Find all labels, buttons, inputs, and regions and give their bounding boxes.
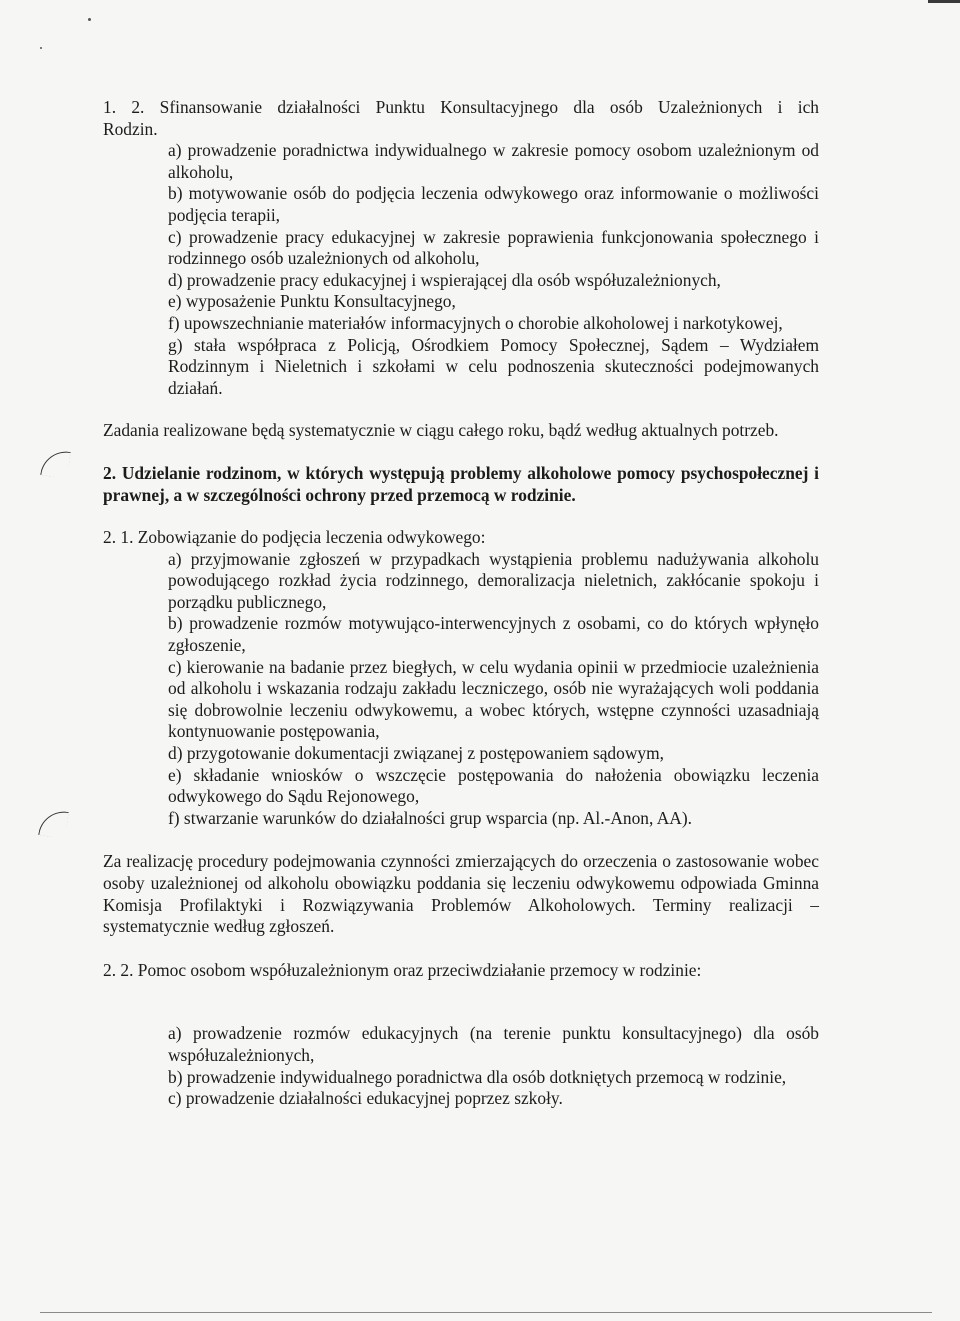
document-page: [103, 97, 819, 1110]
scan-speck: [88, 18, 91, 21]
scan-bottom-edge: [40, 1312, 932, 1313]
list-item: c) prowadzenie pracy edukacyjnej w zakresie poprawienia funkcjonowania społecznego i rodzinnego osób uzależnionych od alkoholu,: [168, 226, 819, 269]
list-item: b) motywowanie osób do podjęcia leczenia odwykowego oraz informowanie o możliwości podjęcia terapii,: [168, 183, 819, 225]
punch-hole-mark: [38, 808, 68, 838]
list-item: g) stała współpraca z Policją, Ośrodkiem Pomocy Społecznej, Sądem – Wydziałem Rodzinnym i Nieletnich i szkołami w celu podnoszenia skuteczności podejmowanych działań.: [168, 334, 819, 398]
tasks-note: Zadania realizowane będą systematycznie w ciągu całego roku, bądź według aktualnych potrzeb.: [103, 420, 779, 441]
list-item: d) prowadzenie pracy edukacyjnej i wspierającej dla osób współuzależnionych,: [168, 269, 721, 290]
list-item: e) wyposażenie Punktu Konsultacyjnego,: [168, 291, 456, 312]
procedure-note: Za realizację procedury podejmowania czynności zmierzających do orzeczenia o zastosowanie wobec osoby uzależnionej od alkoholu obowiązku poddania się leczeniu odwykowemu odpowiada Gminna Komisja Profilaktyki i Rozwiązywania Problemów Alkoholowych. Terminy realizacji – systematycznie według zgłoszeń.: [103, 851, 819, 937]
list-item: d) przygotowanie dokumentacji związanej z postępowaniem sądowym,: [168, 743, 664, 764]
scan-edge-mark: [928, 0, 960, 3]
section-2-2-heading: 2. 2. Pomoc osobom współuzależnionym oraz przeciwdziałanie przemocy w rodzinie:: [103, 959, 702, 980]
list-item: a) prowadzenie poradnictwa indywidualnego w zakresie pomocy osobom uzależnionym od alkoholu,: [168, 140, 819, 182]
list-item: a) prowadzenie rozmów edukacyjnych (na terenie punktu konsultacyjnego) dla osób współuzależnionych,: [168, 1023, 819, 1065]
list-item: c) prowadzenie działalności edukacyjnej poprzez szkoły.: [168, 1088, 563, 1109]
list-item: b) prowadzenie indywidualnego poradnictwa dla osób dotkniętych przemocą w rodzinie,: [168, 1066, 787, 1087]
list-item: c) kierowanie na badanie przez biegłych, w celu wydania opinii w przedmiocie uzależnienia od alkoholu i wskazania rodzaju zakładu leczniczego, osób nie wyrażających woli poddania się dobrowolnie leczeniu odwykowemu, a wobec których, wstępne czynności uzasadniają kontynuowanie postępowania,: [168, 656, 819, 742]
list-item: f) stwarzanie warunków do działalności grup wsparcia (np. Al.-Anon, AA).: [168, 807, 692, 828]
list-item: e) składanie wniosków o wszczęcie postępowania do nałożenia obowiązku leczenia odwykowego do Sądu Rejonowego,: [168, 764, 819, 807]
section-2-1-heading: 2. 1. Zobowiązanie do podjęcia leczenia odwykowego:: [103, 527, 486, 548]
list-item: f) upowszechnianie materiałów informacyjnych o chorobie alkoholowej i narkotykowej,: [168, 312, 783, 333]
list-item: b) prowadzenie rozmów motywująco-interwencyjnych z osobami, co do których wpłynęło zgłoszenie,: [168, 613, 819, 656]
section-1-2-heading-continued: Rodzin.: [103, 118, 158, 139]
punch-hole-mark: [40, 448, 70, 478]
scan-speck: [40, 47, 42, 49]
list-item: a) przyjmowanie zgłoszeń w przypadkach wystąpienia problemu nadużywania alkoholu powodującego rozkład życia rodzinnego, demoralizacja nieletnich, zakłócanie spokoju i porządku publicznego,: [168, 548, 819, 612]
section-1-2-heading: 1. 2. Sfinansowanie działalności Punktu Konsultacyjnego dla osób Uzależnionych i ich: [103, 97, 819, 117]
section-2-heading: 2. Udzielanie rodzinom, w których występują problemy alkoholowe pomocy psychospołecznej i prawnej, a w szczególności ochrony przed przemocą w rodzinie.: [103, 462, 819, 505]
